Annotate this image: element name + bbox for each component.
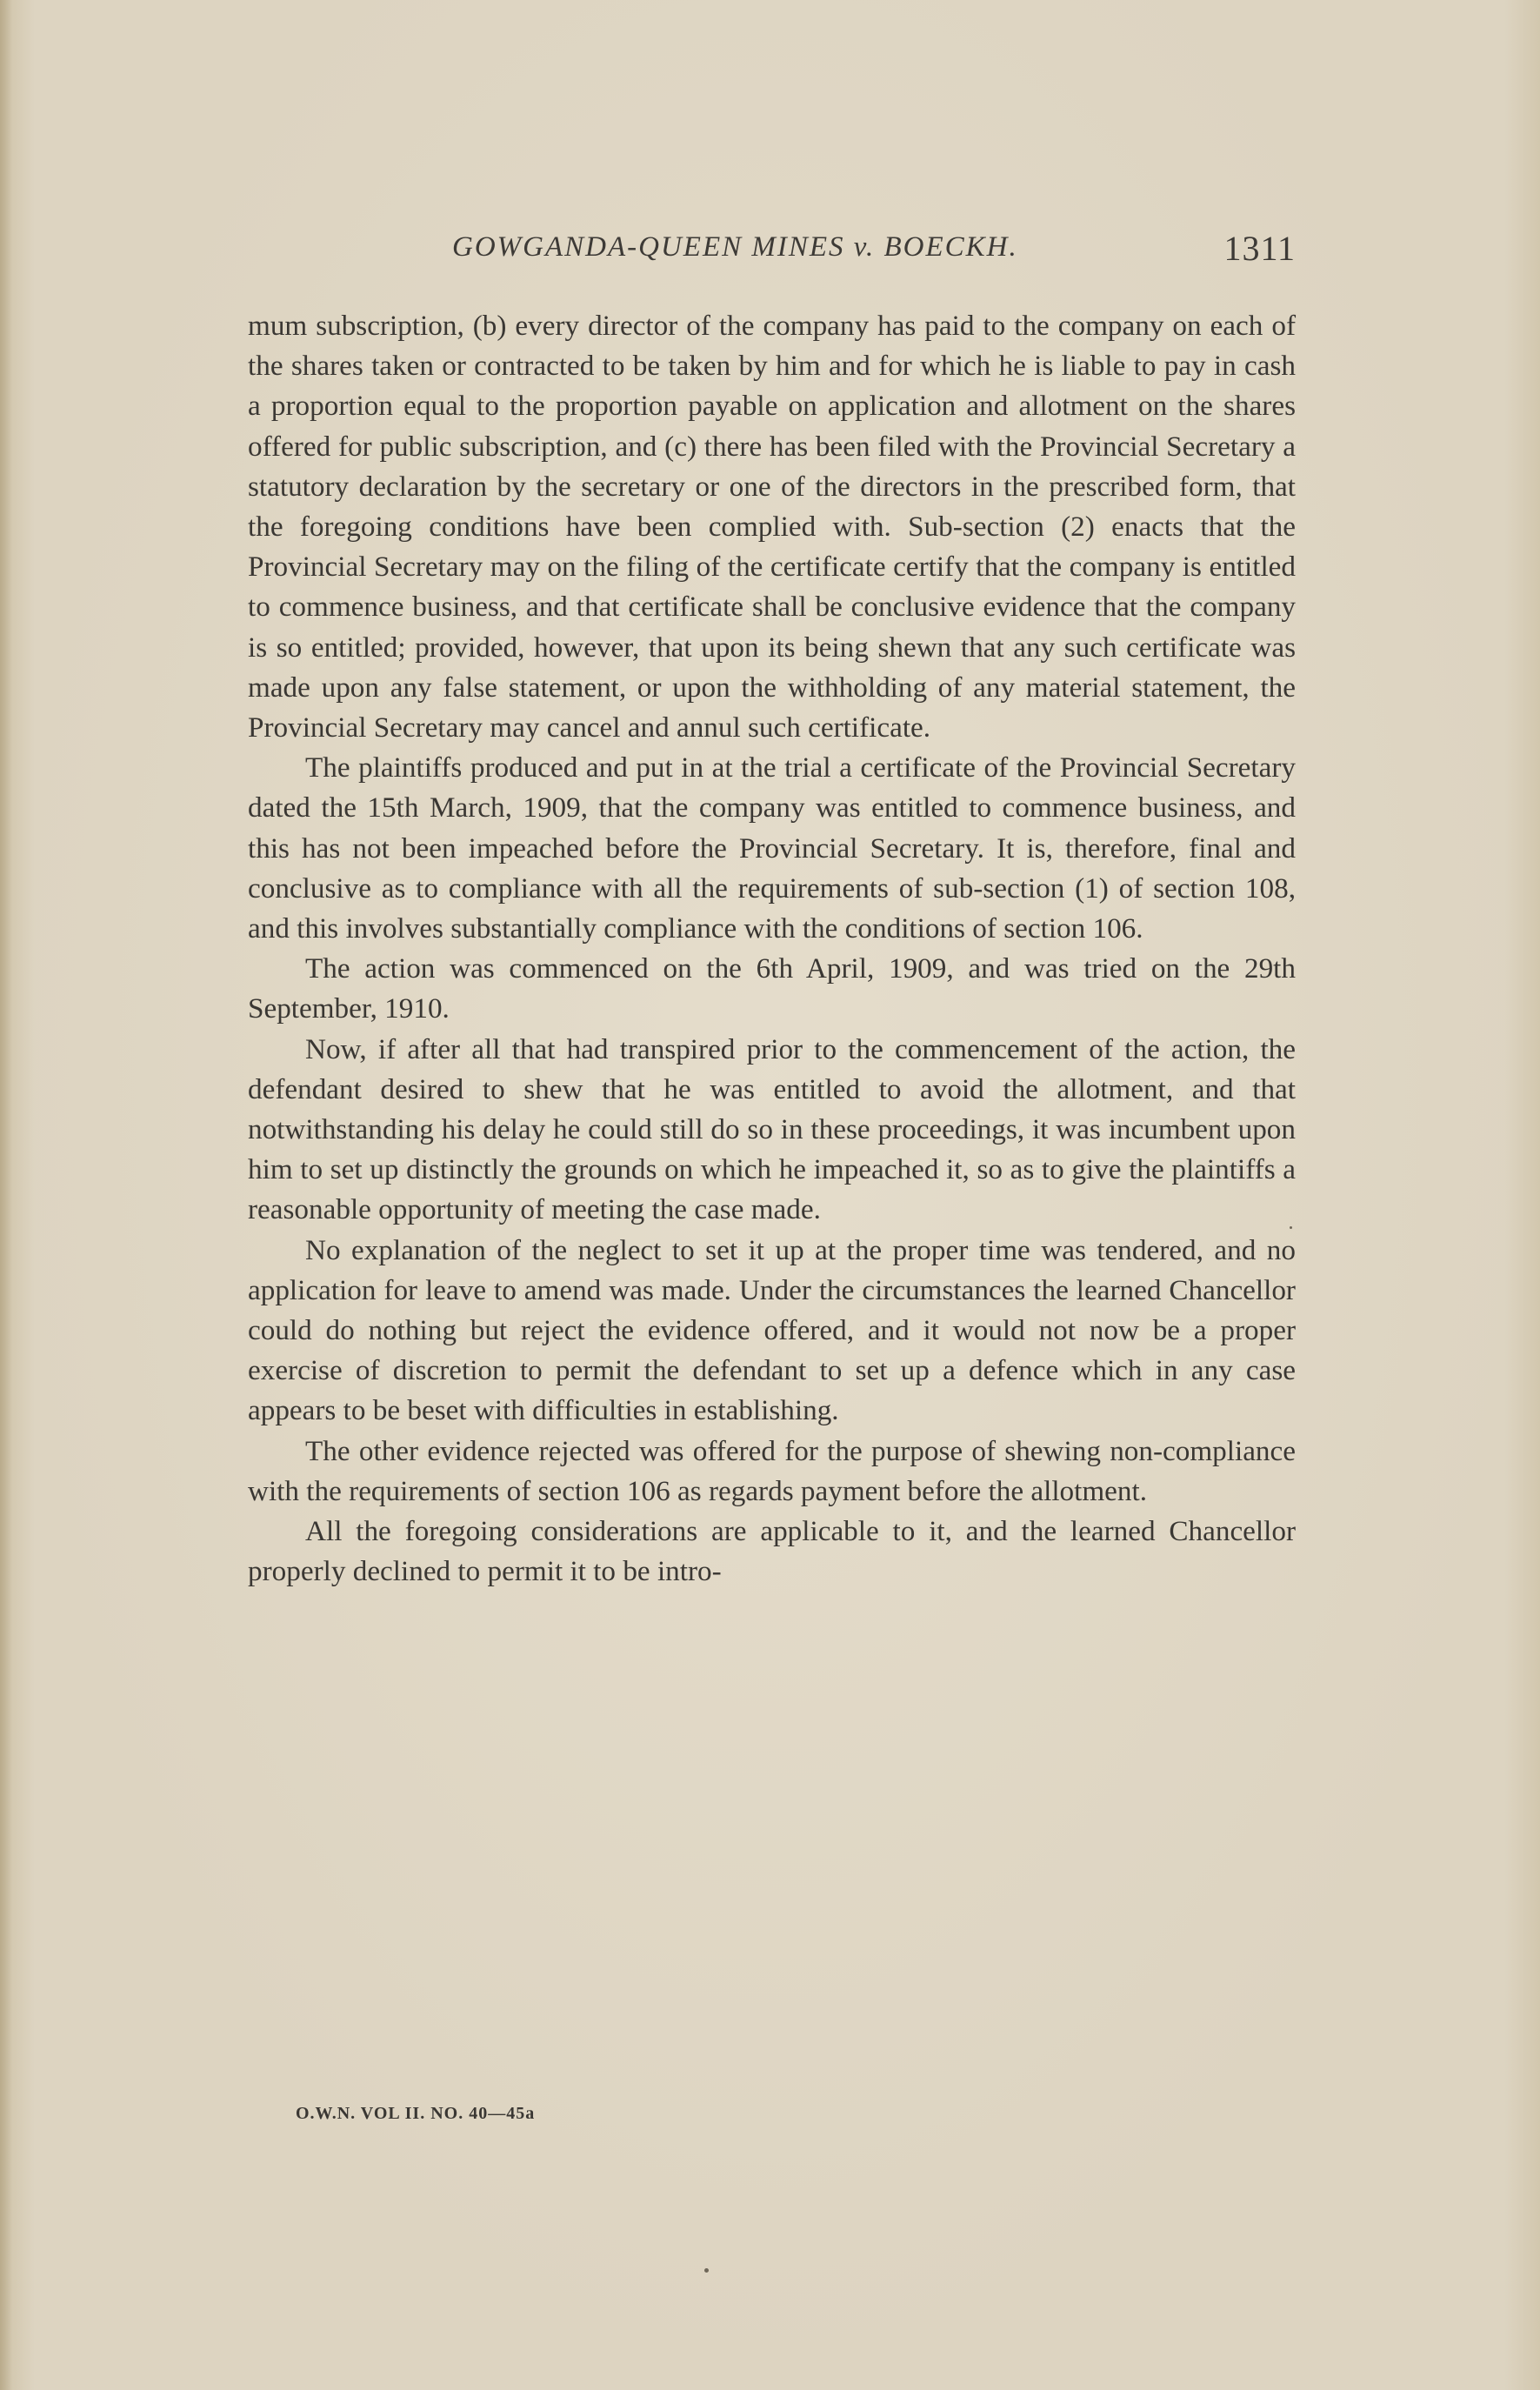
printer-signature: O.W.N. VOL II. NO. 40—45a [296, 2104, 536, 2123]
paper-speck [704, 2268, 709, 2273]
paragraph: The plaintiffs produced and put in at the trial a certificate of the Provincial Secretary dated the 15th March, 1909, that the company was entitled to commence business, and this has not been impeached before the Provincial Secretary. It is, therefore, final and conclusive as to compliance with all the requirements of sub-section (1) of section 108, and this involves substantially compliance with the conditions of section 106. [248, 751, 1296, 945]
page-header [248, 228, 1296, 271]
body-text [248, 306, 1296, 1592]
paper-speck [1290, 1226, 1292, 1229]
paragraph: The other evidence rejected was offered for the purpose of shewing non-compliance with the requirements of section 106 as regards payment before the allotment. [248, 1434, 1296, 1507]
paragraph: All the foregoing considerations are applicable to it, and the learned Chancellor properly declined to permit it to be intro- [248, 1515, 1296, 1588]
page-spine-shadow [0, 0, 12, 2390]
page-number: 1311 [1223, 229, 1296, 268]
paragraph-continued: mum subscription, (b) every director of the company has paid to the company on each of the shares taken or contracted to be taken by him and for which he is liable to pay in cash a proportion equal to the proportion payable on application and allotment on the shares offered for public subscription, and (c) there has been filed with the Provincial Secretary a statutory declaration by the secretary or one of the directors in the prescribed form, that the foregoing conditions have been complied with. Sub-section (2) enacts that the Provincial Secretary may on the filing of the certificate certify that the company is entitled to commence business, and that certificate shall be conclusive evidence that the company is so entitled; provided, however, that upon its being shewn that any such certificate was made upon any false statement, or upon the withholding of any material statement, the Provincial Secretary may cancel and annul such certificate. [248, 310, 1296, 744]
paragraph: The action was commenced on the 6th April, 1909, and was tried on the 29th September, 1910. [248, 952, 1296, 1025]
paragraph: Now, if after all that had transpired prior to the commencement of the action, the defendant desired to shew that he was entitled to avoid the allotment, and that notwithstanding his delay he could still do so in these proceedings, it was incumbent upon him to set up distinctly the grounds on which he impeached it, so as to give the plaintiffs a reasonable opportunity of meeting the case made. [248, 1032, 1296, 1226]
running-head: GOWGANDA-QUEEN MINES v. BOECKH. [452, 231, 1018, 263]
paragraph: No explanation of the neglect to set it up at the proper time was tendered, and no application for leave to amend was made. Under the circumstances the learned Chancellor could do nothing but reject the evidence offered, and it would not now be a proper exercise of discretion to permit the defendant to set up a defence which in any case appears to be beset with difficulties in establishing. [248, 1233, 1296, 1427]
